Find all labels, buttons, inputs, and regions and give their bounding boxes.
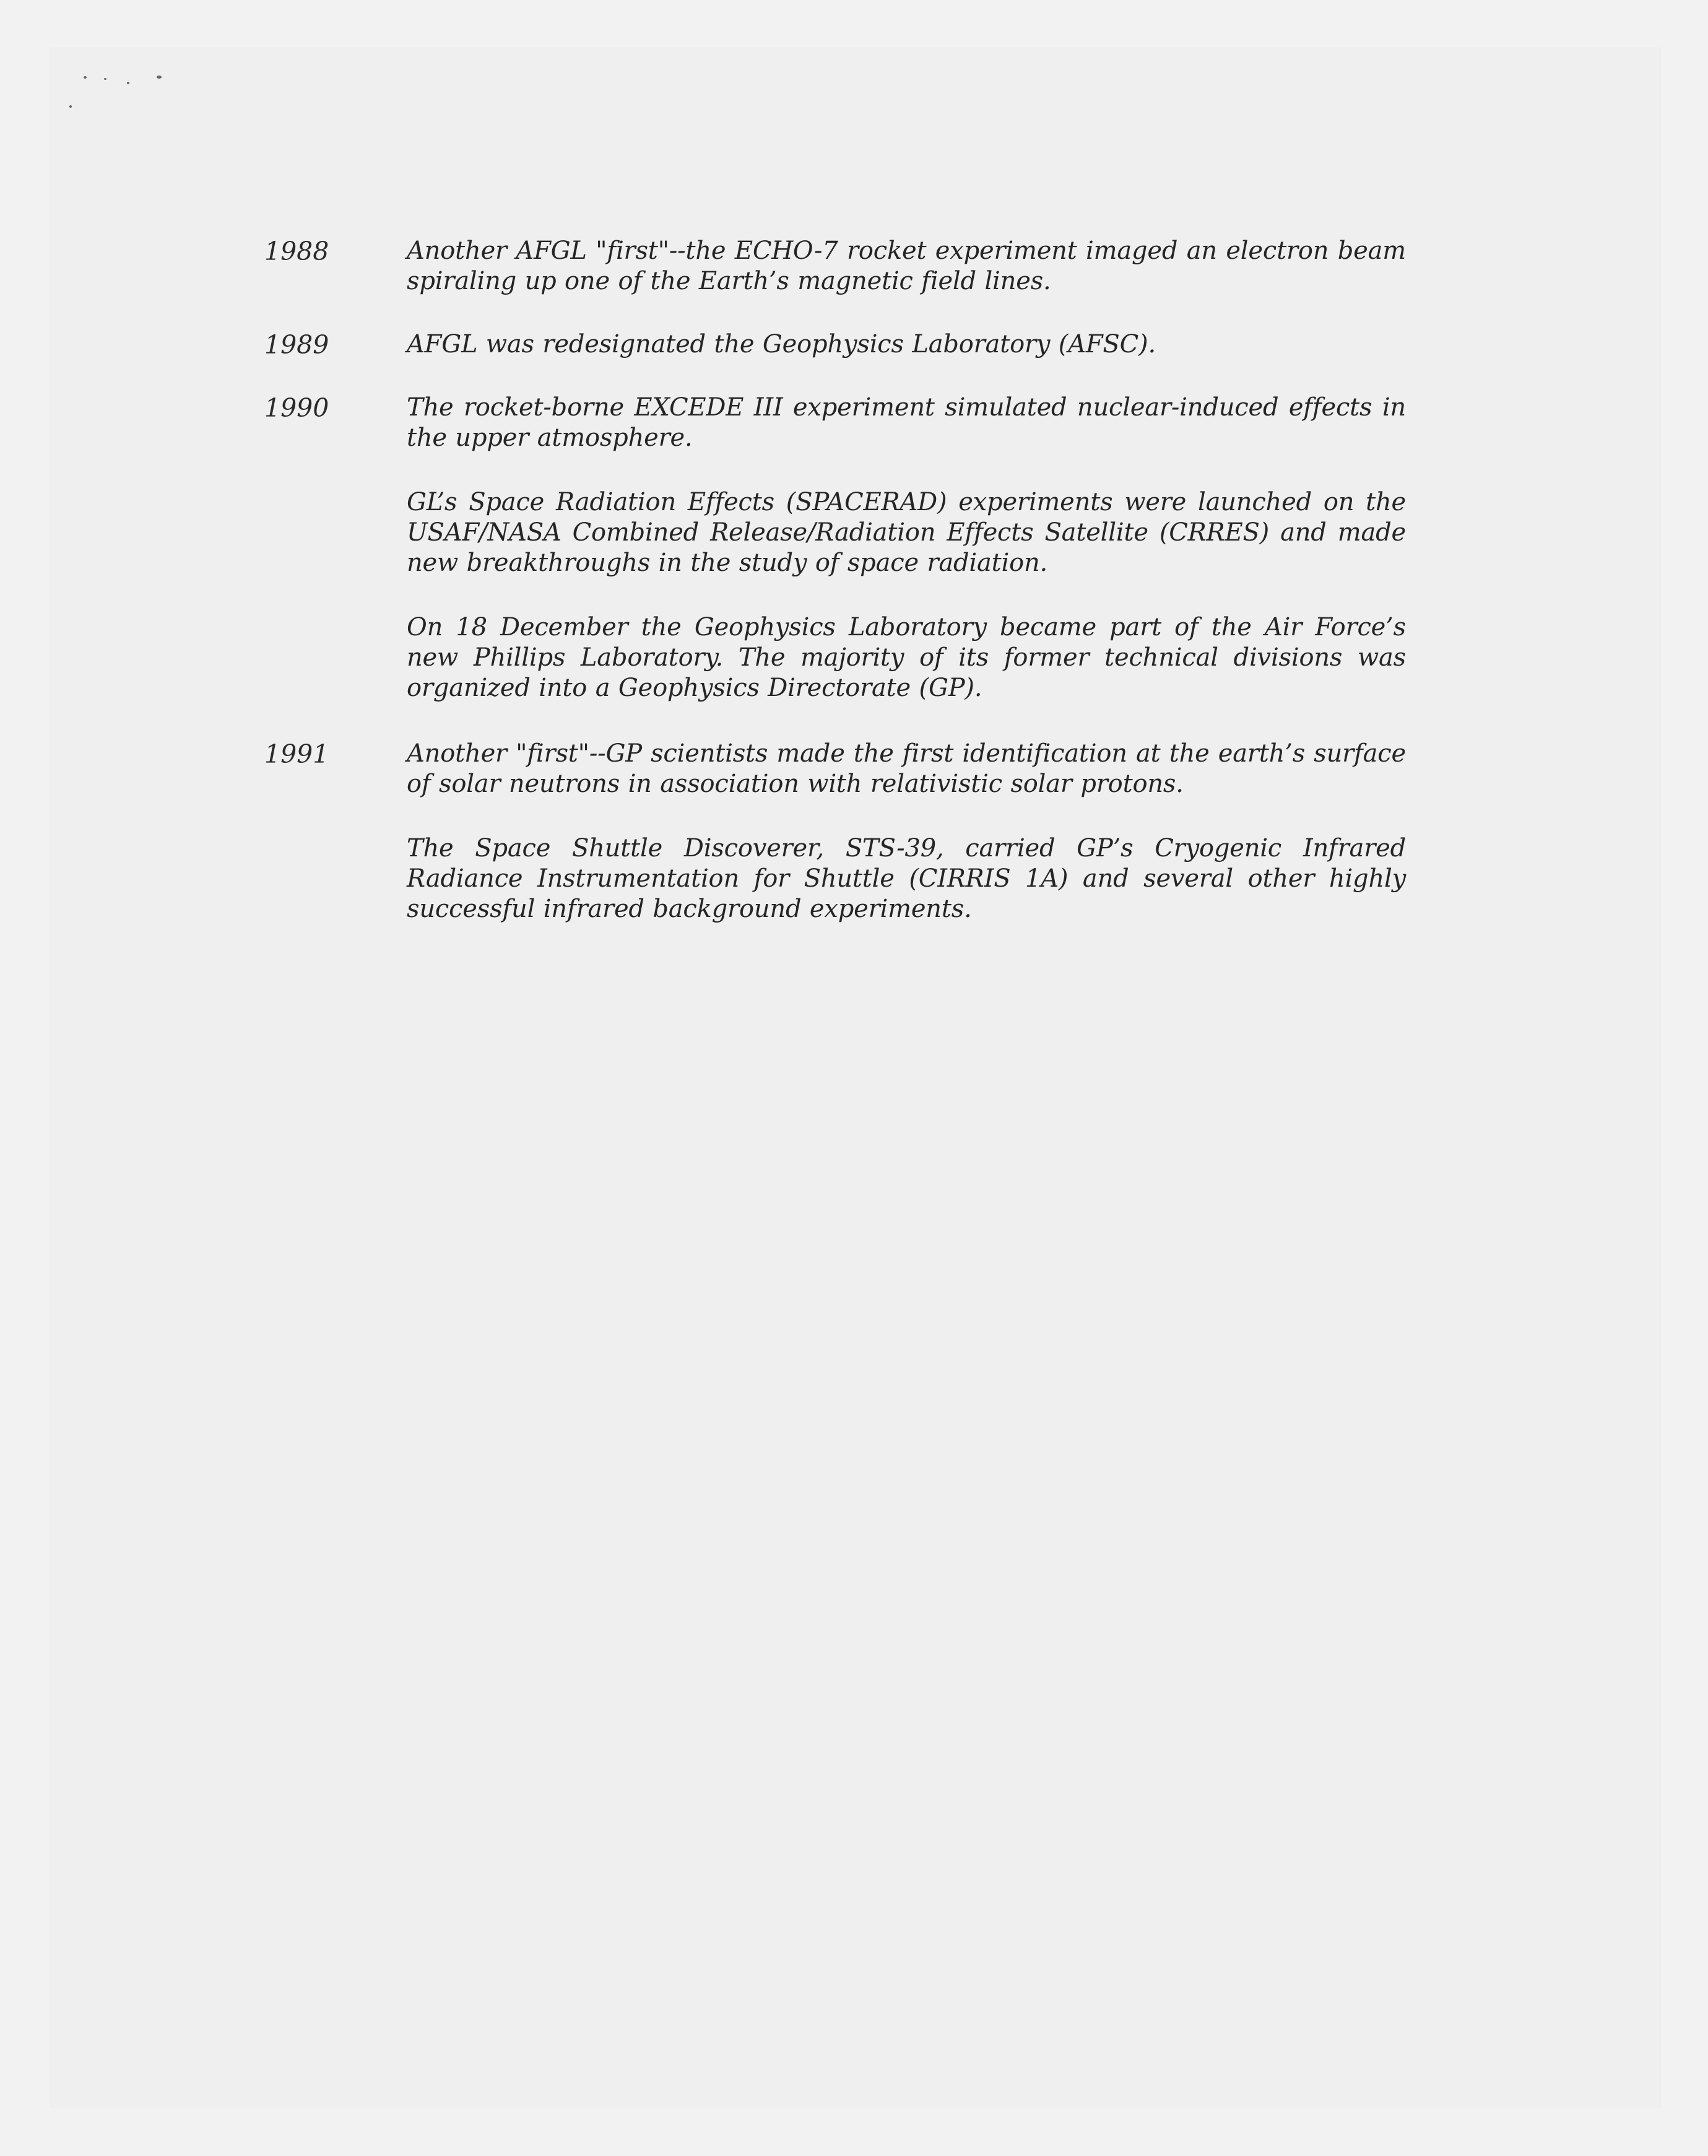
entry-paragraph: The Space Shuttle Discoverer, STS-39, carried GP’s Cryogenic Infrared Radiance Instrumentation for Shuttle (CIRRIS 1A) and several other highly successful infrared background experiments. [407, 834, 1406, 923]
entry-paragraph: Another "first"--GP scientists made the first identification at the earth’s surface of solar neutrons in association with relativistic solar protons. [407, 739, 1406, 798]
entry-paragraph: On 18 December the Geophysics Laboratory became part of the Air Force’s new Phillips Laboratory. The majority of its former technical divisions was organized into a Geophysics Directorate (GP). [407, 613, 1406, 702]
entry-year: 1988 [264, 237, 329, 266]
scan-speck [127, 82, 129, 84]
scan-speck [69, 105, 72, 108]
entry-year: 1990 [264, 393, 329, 423]
scan-speck [84, 76, 87, 79]
entry-year: 1989 [264, 330, 329, 360]
entry-year: 1991 [264, 739, 329, 769]
scan-speck [104, 78, 106, 80]
entry-paragraph: The rocket-borne EXCEDE III experiment simulated nuclear-induced effects in the upper atmosphere. [407, 393, 1406, 452]
entry-paragraph: GL’s Space Radiation Effects (SPACERAD) experiments were launched on the USAF/NASA Combined Release/Radiation Effects Satellite (CRRES) and made new breakthroughs in the study of space radiation. [407, 488, 1406, 577]
entry-paragraph: AFGL was redesignated the Geophysics Laboratory (AFSC). [407, 330, 1156, 359]
entry-paragraph: Another AFGL "first"--the ECHO-7 rocket experiment imaged an electron beam spiraling up one of the Earth’s magnetic field lines. [407, 237, 1406, 295]
scan-speck [157, 76, 162, 79]
